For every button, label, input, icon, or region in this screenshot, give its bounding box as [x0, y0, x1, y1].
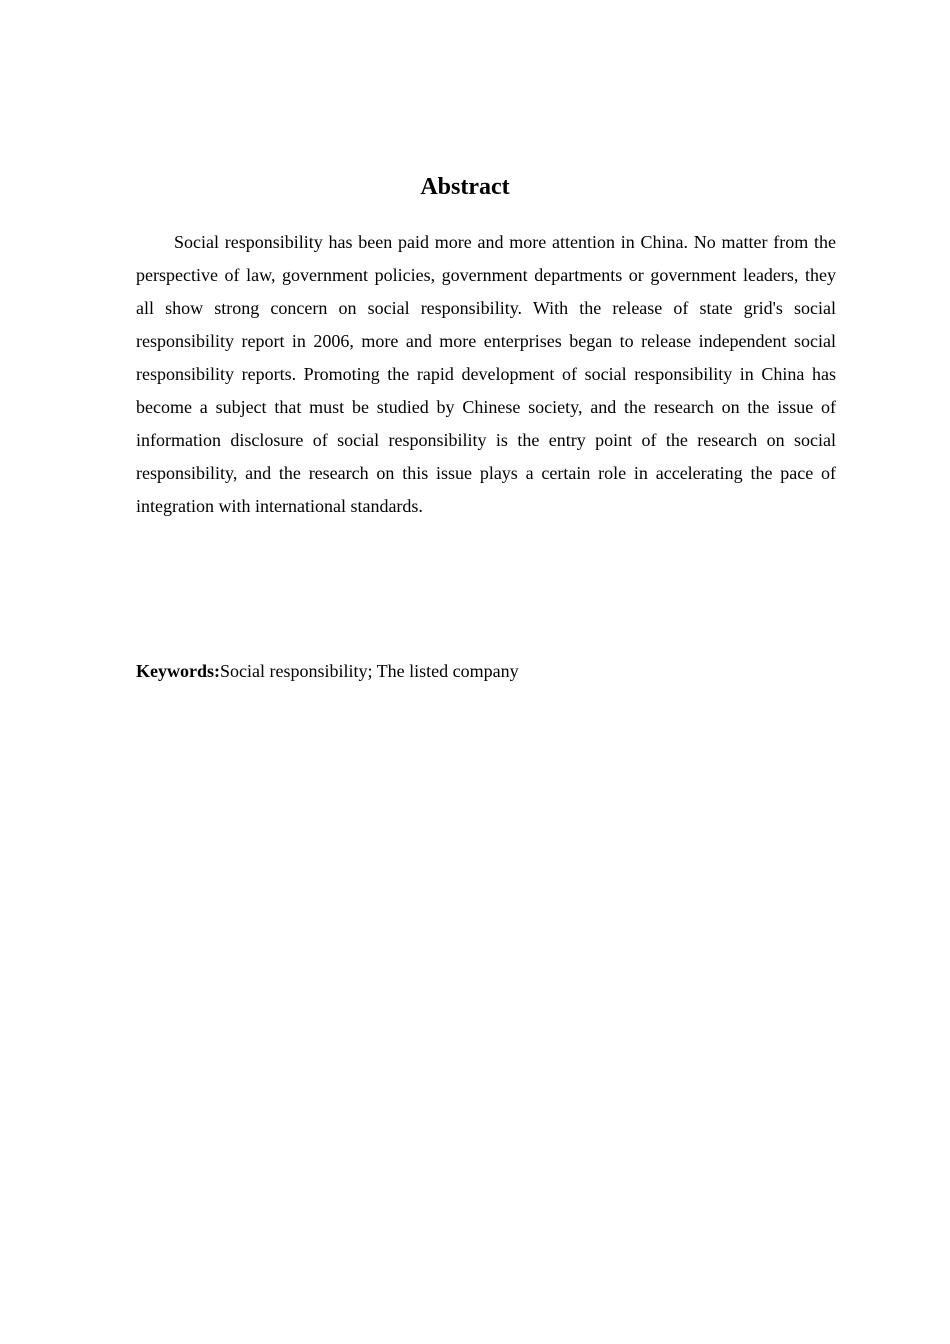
abstract-paragraph: Social responsibility has been paid more and more attention in China. No matter from the perspective of law, government policies, government departments or government leaders, they all show strong concern on social responsibility. With the release of state grid's social responsibility report in 2006, more and more enterprises began to release independent social responsibility reports. Promoting the rapid development of social responsibility in China has become a subject that must be studied by Chinese society, and the research on the issue of information disclosure of social responsibility is the entry point of the research on social responsibility, and the research on this issue plays a certain role in accelerating the pace of integration with international standards. [136, 232, 836, 516]
abstract-title: Abstract [420, 174, 510, 200]
keywords-text: Social responsibility; The listed company [220, 661, 519, 681]
keywords-line [136, 655, 836, 688]
keywords-label: Keywords: [136, 661, 220, 681]
